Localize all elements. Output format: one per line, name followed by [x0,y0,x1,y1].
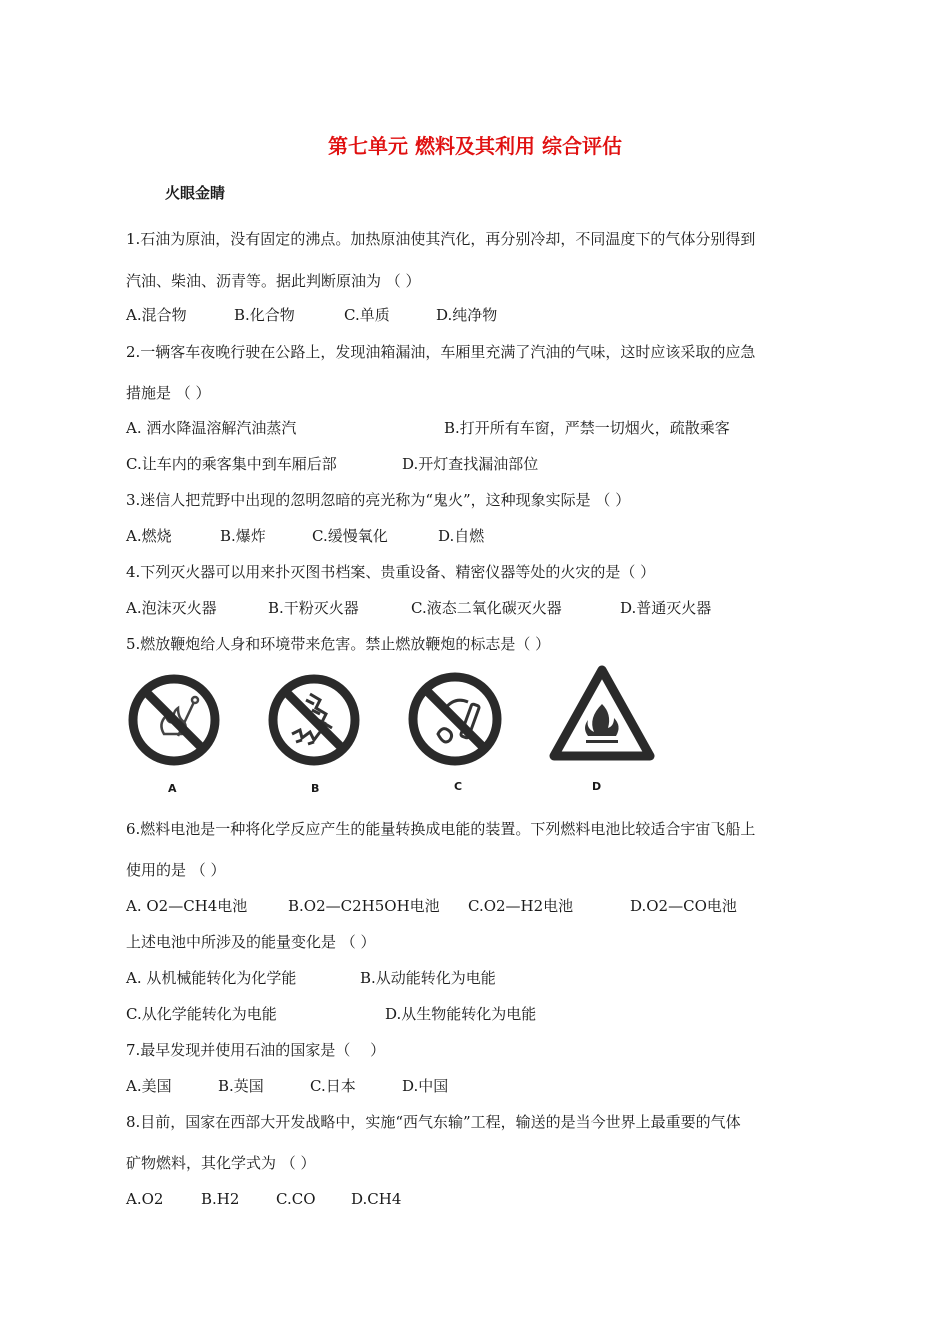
q7-option-c: C.日本 [310,1077,356,1095]
q6-option-b: B.O2—C2H5OH电池 [288,897,440,915]
q3-option-a: A.燃烧 [126,527,172,545]
q1-option-b: B.化合物 [234,306,295,324]
q1-stem-line1: 1.石油为原油，没有固定的沸点。加热原油使其汽化，再分别冷却，不同温度下的气体分别得到 [126,230,756,248]
q5-stem: 5.燃放鞭炮给人身和环境带来危害。禁止燃放鞭炮的标志是（ ） [126,635,551,653]
q2-stem-line1: 2.一辆客车夜晚行驶在公路上，发现油箱漏油，车厢里充满了汽油的气味，这时应该采取的应急 [126,343,756,361]
q6-sub-option-d: D.从生物能转化为电能 [385,1005,537,1023]
q1-stem-line2: 汽油、柴油、沥青等。据此判断原油为 （ ） [126,272,421,290]
q1-option-d: D.纯净物 [436,306,498,324]
q6-sub-stem: 上述电池中所涉及的能量变化是 （ ） [126,933,376,951]
sign-label-c: C [454,780,463,793]
q4-option-d: D.普通灭火器 [620,599,712,617]
q6-option-a: A. O2—CH4电池 [126,897,248,915]
no-firecracker-sign-b [266,672,362,768]
q3-option-d: D.自燃 [438,527,485,545]
q8-stem-line1: 8.目前，国家在西部大开发战略中，实施“西气东输”工程，输送的是当今世界上最重要的气体 [126,1113,741,1131]
q3-option-b: B.爆炸 [220,527,266,545]
q7-option-a: A.美国 [126,1077,172,1095]
no-fire-sign-a [126,672,222,768]
q4-option-b: B.干粉灭火器 [268,599,359,617]
q6-stem-line2: 使用的是 （ ） [126,861,226,879]
page-title: 第七单元 燃料及其利用 综合评估 [328,134,622,158]
q6-stem-line1: 6.燃料电池是一种将化学反应产生的能量转换成电能的装置。下列燃料电池比较适合宇宙飞船上 [126,820,756,838]
q7-option-b: B.英国 [218,1077,264,1095]
q8-option-d: D.CH4 [351,1190,402,1208]
sign-label-d: D [592,780,602,793]
no-smoking-sign-c [406,670,504,768]
q2-option-b: B.打开所有车窗，严禁一切烟火，疏散乘客 [444,419,730,437]
q1-option-c: C.单质 [344,306,390,324]
q2-option-a: A. 洒水降温溶解汽油蒸汽 [126,419,297,437]
q4-option-a: A.泡沫灭火器 [126,599,217,617]
q2-stem-line2: 措施是 （ ） [126,384,211,402]
sign-label-a: A [168,782,177,795]
q6-option-d: D.O2—CO电池 [630,897,737,915]
q2-option-c: C.让车内的乘客集中到车厢后部 [126,455,337,473]
q8-stem-line2: 矿物燃料，其化学式为 （ ） [126,1154,316,1172]
q4-stem: 4.下列灭火器可以用来扑灭图书档案、贵重设备、精密仪器等处的火灾的是（ ） [126,563,656,581]
q1-option-a: A.混合物 [126,306,187,324]
q3-option-c: C.缓慢氧化 [312,527,388,545]
q7-option-d: D.中国 [402,1077,449,1095]
q4-option-c: C.液态二氧化碳灭火器 [411,599,562,617]
sign-label-b: B [311,782,320,795]
q8-option-a: A.O2 [126,1190,164,1208]
q3-stem: 3.迷信人把荒野中出现的忽明忽暗的亮光称为“鬼火”，这种现象实际是 （ ） [126,491,631,509]
flammable-warning-sign-d [548,664,656,764]
q8-option-b: B.H2 [201,1190,240,1208]
q2-option-d: D.开灯查找漏油部位 [402,455,539,473]
q6-sub-option-c: C.从化学能转化为电能 [126,1005,277,1023]
section-heading: 火眼金睛 [165,184,226,202]
q6-sub-option-b: B.从动能转化为电能 [360,969,496,987]
q6-option-c: C.O2—H2电池 [468,897,574,915]
q7-stem: 7.最早发现并使用石油的国家是（ ） [126,1041,386,1059]
q8-option-c: C.CO [276,1190,316,1208]
q6-sub-option-a: A. 从机械能转化为化学能 [126,969,297,987]
